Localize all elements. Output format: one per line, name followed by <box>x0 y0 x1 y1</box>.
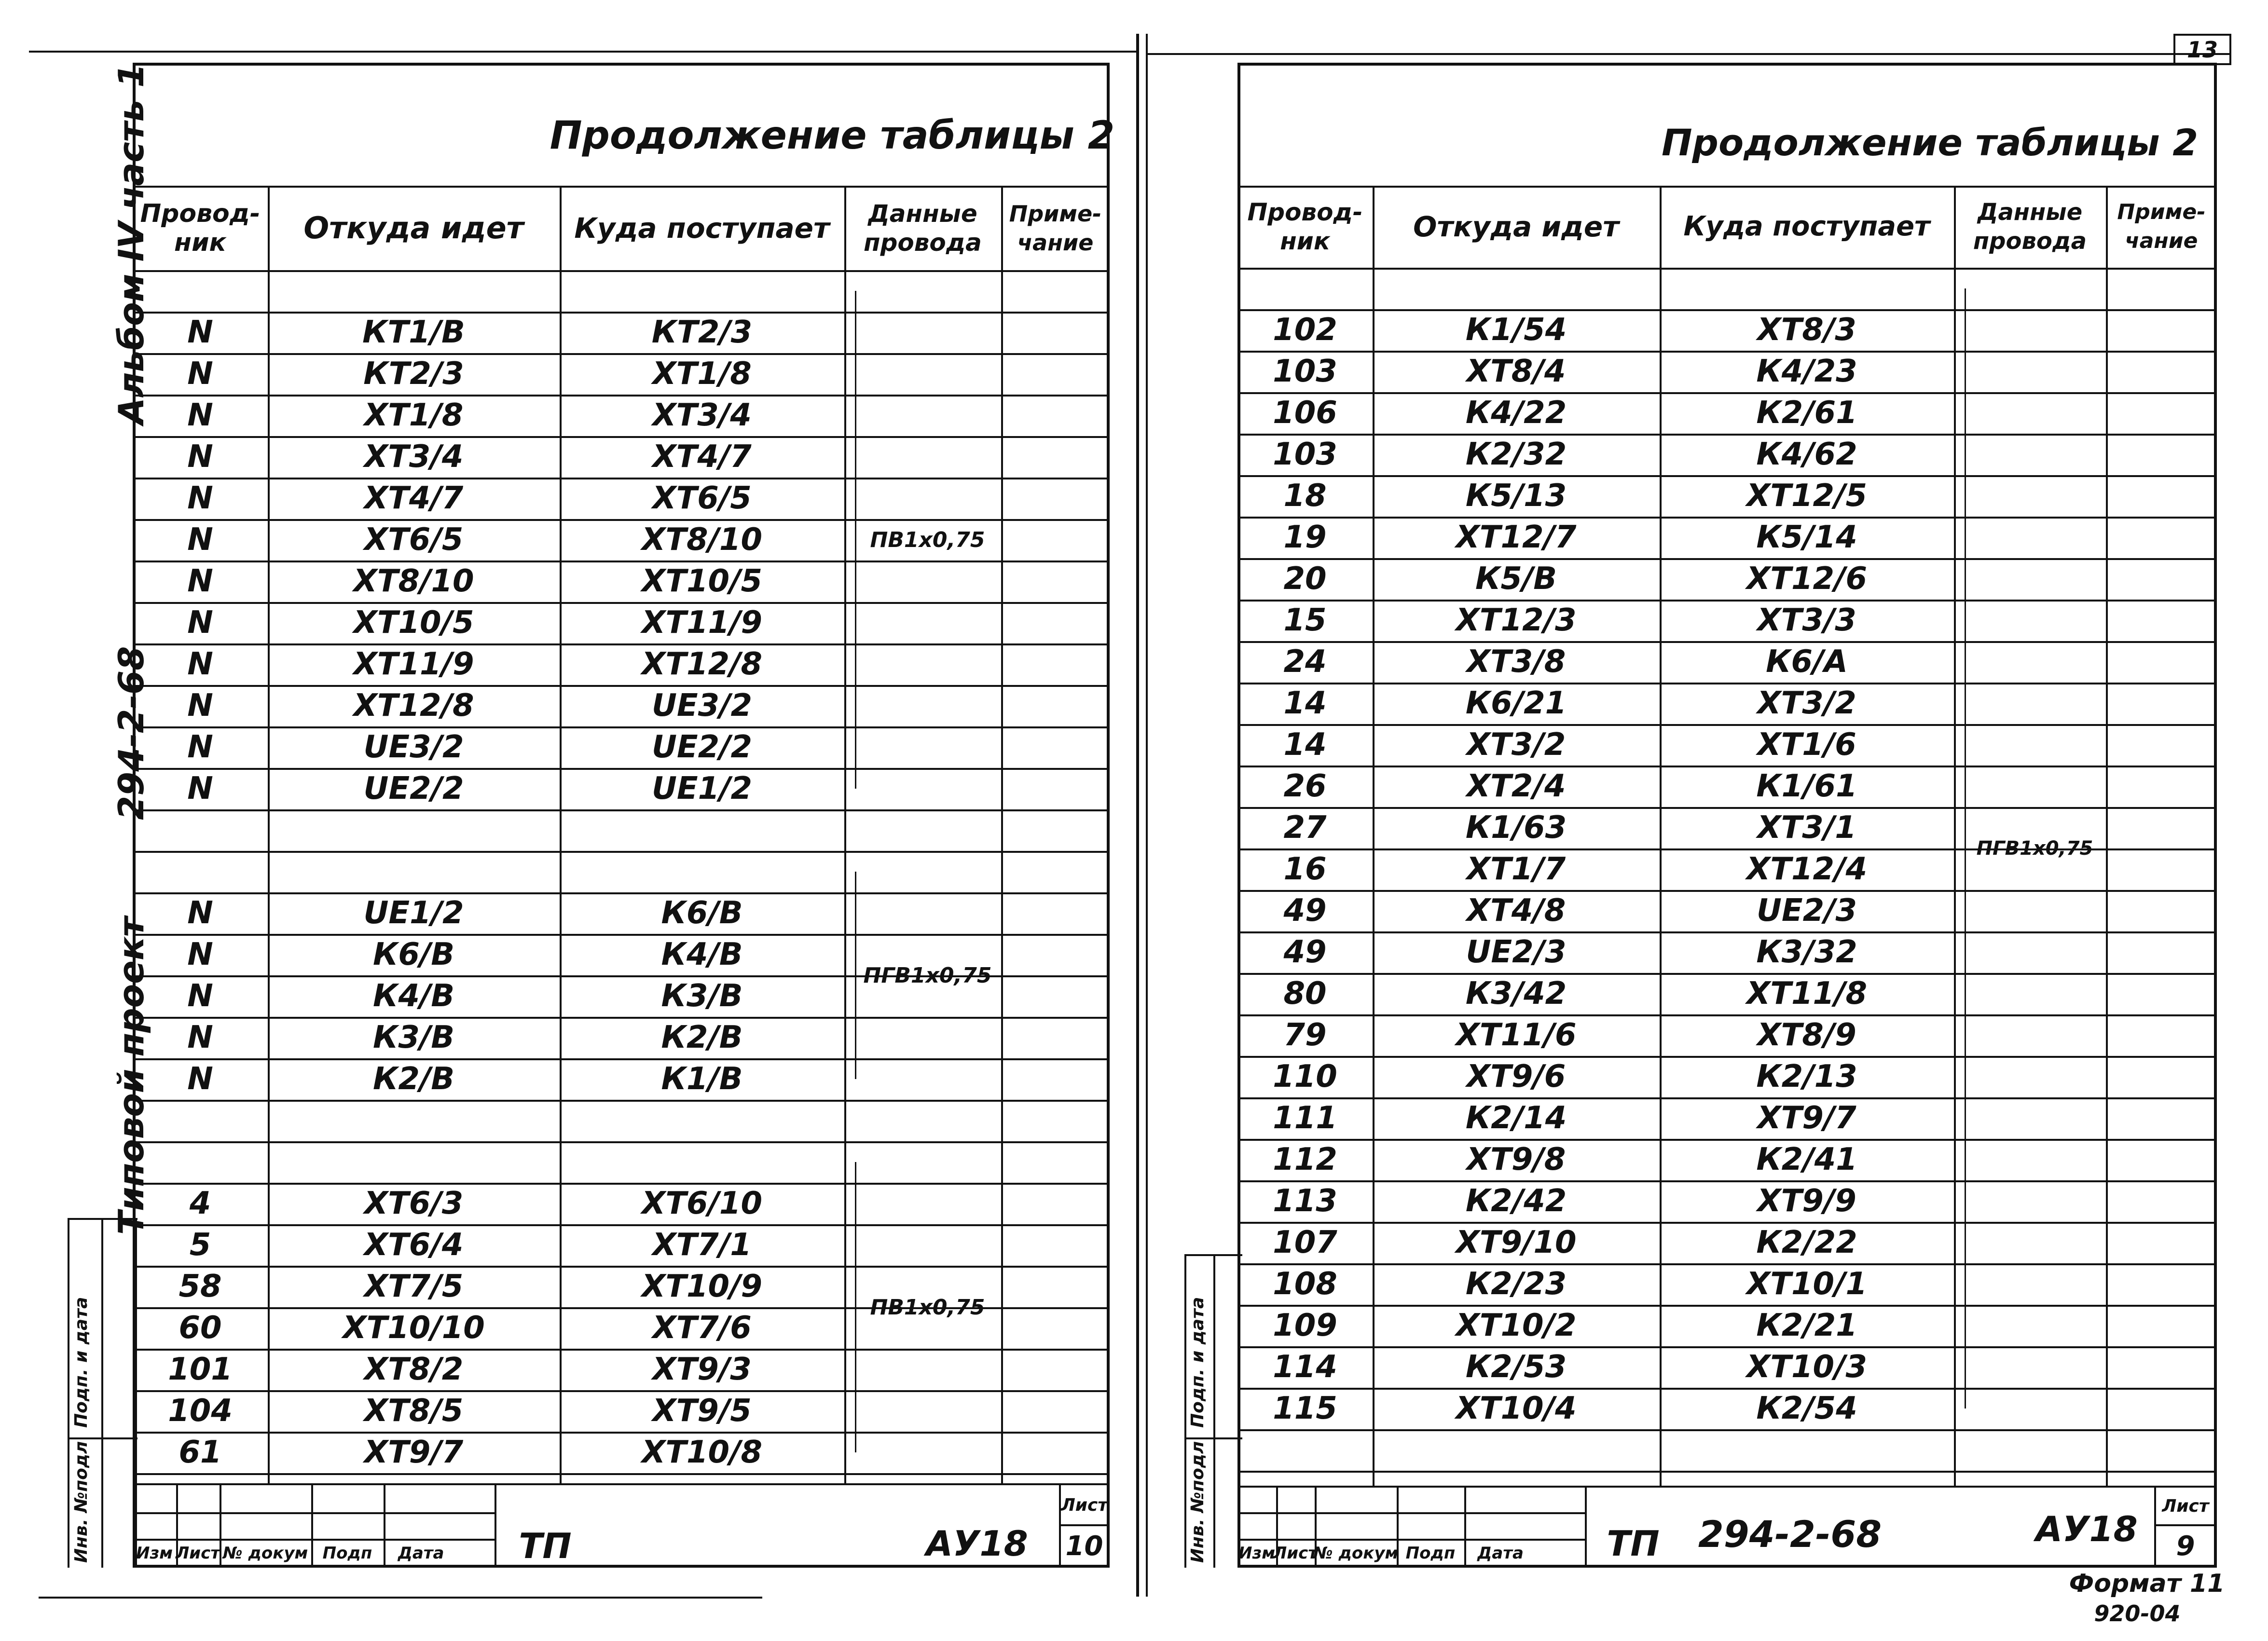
left-side-code: 294-2-68 <box>111 646 151 820</box>
table-cell-to: ХТ6/5 <box>652 480 752 516</box>
table-cell-wire: N <box>187 646 213 682</box>
table-cell-from: КТ1/В <box>362 315 465 350</box>
table-cell-to <box>560 1141 844 1183</box>
table-cell-to: ХТ3/1 <box>1757 810 1856 846</box>
table-cell-to <box>1660 1429 1954 1471</box>
right-stamp-sheet-label: Лист <box>2162 1496 2209 1516</box>
table-cell-to: ХТ10/3 <box>1746 1349 1867 1385</box>
sheet-number: 13 <box>2186 36 2218 63</box>
stamp-col-label: Подп <box>322 1543 372 1563</box>
table-cell-to <box>560 851 844 892</box>
table-cell-to: ХТ1/8 <box>652 356 752 392</box>
table-cell-to: К3/32 <box>1756 934 1857 970</box>
table-cell-from: ХТ3/2 <box>1466 727 1566 763</box>
table-header-cell: Приме-чание <box>1009 200 1102 256</box>
left-table-title: Продолжение таблицы 2 <box>550 112 1115 158</box>
table-cell-wire: 113 <box>1273 1183 1337 1219</box>
table-cell-from: ХТ11/6 <box>1456 1017 1577 1053</box>
table-cell-from: ХТ9/8 <box>1466 1142 1566 1177</box>
table-cell-wire: N <box>187 1020 213 1055</box>
table-cell-from: ХТ12/7 <box>1456 520 1577 555</box>
table-cell-wire: 19 <box>1283 520 1327 555</box>
table-cell-from: ХТ10/10 <box>343 1310 485 1346</box>
table-cell-to: К2/В <box>661 1020 743 1055</box>
table-cell-to: ХТ9/7 <box>1757 1100 1856 1136</box>
right-table-title: Продолжение таблицы 2 <box>1661 121 2199 164</box>
table-cell-from: ХТ6/5 <box>364 522 464 558</box>
table-cell-to: UE3/2 <box>651 688 753 724</box>
table-cell-wire: 103 <box>1273 354 1337 389</box>
table-cell-from: К6/21 <box>1465 685 1567 721</box>
stamp-col-label: № докум <box>222 1543 308 1563</box>
table-cell-to: ХТ11/9 <box>642 605 762 641</box>
table-cell-from: UE3/2 <box>363 729 464 765</box>
table-column-line <box>844 186 846 1483</box>
table-header-cell: Приме-чание <box>2117 200 2206 253</box>
table-cell-wire: 5 <box>189 1227 211 1263</box>
table-cell-from: ХТ4/7 <box>364 480 464 516</box>
table-cell-wire: 49 <box>1283 893 1327 929</box>
table-cell-wire: N <box>187 356 213 392</box>
table-cell-wire: N <box>187 315 213 350</box>
table-cell-to: ХТ10/5 <box>642 563 762 599</box>
table-cell-to: К1/В <box>661 1061 743 1097</box>
table-cell-wire: 27 <box>1283 810 1327 846</box>
table-cell-wire: 111 <box>1273 1100 1337 1136</box>
table-cell-wire: 79 <box>1283 1017 1327 1053</box>
table-cell-to: UE1/2 <box>651 771 753 807</box>
table-cell-from: К2/42 <box>1465 1183 1567 1219</box>
table-cell-wire: 112 <box>1273 1142 1337 1177</box>
table-cell-from: ХТ7/5 <box>364 1269 464 1304</box>
bottom-code: 920-04 <box>2094 1600 2181 1627</box>
table-cell-to: ХТ9/9 <box>1757 1183 1856 1219</box>
table-cell-to: ХТ3/2 <box>1757 685 1856 721</box>
table-cell-from: UE2/2 <box>363 771 464 807</box>
table-cell-from: ХТ10/5 <box>353 605 474 641</box>
table-cell-to: К4/23 <box>1756 354 1857 389</box>
table-cell-wire: 26 <box>1283 768 1327 804</box>
table-cell-to <box>560 270 844 312</box>
table-cell-to: К6/В <box>661 895 743 931</box>
table-cell-wire: 14 <box>1283 727 1327 763</box>
table-cell-from: ХТ1/7 <box>1466 851 1566 887</box>
table-cell-wire: 107 <box>1273 1225 1337 1260</box>
left-side-project: Типовой проект <box>111 916 151 1235</box>
table-cell-wire: N <box>187 937 213 972</box>
table-cell-wire: 106 <box>1273 395 1337 431</box>
table-cell-wire: 110 <box>1273 1059 1337 1094</box>
table-column-line <box>2106 186 2108 1486</box>
table-cell-to: ХТ10/8 <box>642 1435 762 1470</box>
table-cell-wire: N <box>187 1061 213 1097</box>
table-cell-wire <box>133 851 268 892</box>
table-cell-wire <box>133 809 268 851</box>
table-cell-to: ХТ12/4 <box>1746 851 1867 887</box>
table-cell-wire: N <box>187 688 213 724</box>
table-cell-from: К4/В <box>373 978 454 1014</box>
table-cell-wire: 115 <box>1273 1391 1337 1426</box>
right-stamp-doc-no: 294-2-68 <box>1698 1512 1882 1556</box>
table-cell-wire: 14 <box>1283 685 1327 721</box>
page-divider-2 <box>1146 34 1148 1597</box>
wire-group-label: ПГВ1х0,75 <box>1976 837 2093 860</box>
table-cell-wire: 16 <box>1283 851 1327 887</box>
table-cell-from <box>268 809 560 851</box>
table-cell-wire: N <box>187 729 213 765</box>
table-cell-from: К5/В <box>1475 561 1557 597</box>
table-cell-from: ХТ6/3 <box>364 1186 464 1221</box>
table-row-line <box>133 1473 1110 1475</box>
table-cell-to: К6/А <box>1766 644 1848 680</box>
table-cell-from <box>268 270 560 312</box>
table-cell-wire: 103 <box>1273 437 1337 472</box>
stamp-col-label: Изм <box>1238 1543 1275 1563</box>
table-cell-to: ХТ10/1 <box>1746 1266 1867 1302</box>
table-header-cell: Куда поступает <box>574 211 830 245</box>
table-header-cell: Откуда идет <box>303 210 524 246</box>
table-cell-to: К4/62 <box>1756 437 1857 472</box>
table-cell-from: ХТ2/4 <box>1466 768 1566 804</box>
table-cell-from: ХТ12/8 <box>353 688 474 724</box>
top-rule-left <box>29 51 1139 53</box>
stamp-col-label: Дата <box>1477 1543 1524 1563</box>
table-cell-from: ХТ8/4 <box>1466 354 1566 389</box>
right-stamp-code: ТП <box>1607 1523 1660 1564</box>
right-stamp-sheet-code: АУ18 <box>2035 1509 2138 1549</box>
table-row-line <box>1237 1471 2217 1473</box>
table-cell-from: ХТ10/2 <box>1456 1308 1577 1343</box>
left-stamp-code: ТП <box>519 1526 572 1566</box>
table-cell-from: UE2/3 <box>1466 934 1567 970</box>
table-cell-wire: N <box>187 397 213 433</box>
table-cell-wire: 60 <box>179 1310 222 1346</box>
table-cell-to: К2/13 <box>1756 1059 1857 1094</box>
table-cell-to: К4/В <box>661 937 743 972</box>
table-cell-from: ХТ10/4 <box>1456 1391 1577 1426</box>
table-cell-wire: N <box>187 480 213 516</box>
table-cell-from: ХТ8/2 <box>364 1352 464 1387</box>
table-header-cell: Куда поступает <box>1683 211 1930 242</box>
table-cell-from <box>268 851 560 892</box>
table-cell-from: К5/13 <box>1465 478 1567 514</box>
table-cell-to: ХТ12/6 <box>1746 561 1867 597</box>
wire-group-label: ПВ1х0,75 <box>870 1295 985 1320</box>
table-cell-wire: 61 <box>179 1435 222 1470</box>
table-cell-to: ХТ7/1 <box>652 1227 752 1263</box>
left-stamp-sheet-label: Лист <box>1060 1495 1108 1515</box>
table-cell-to: ХТ3/4 <box>652 397 752 433</box>
table-cell-from: ХТ1/8 <box>364 397 464 433</box>
table-cell-from <box>268 1100 560 1141</box>
top-rule-right <box>1146 53 2231 55</box>
bottom-rule <box>39 1597 762 1599</box>
table-cell-from: К4/22 <box>1465 395 1567 431</box>
table-cell-from: ХТ12/3 <box>1456 602 1577 638</box>
table-header-cell: Откуда идет <box>1413 210 1619 243</box>
table-cell-from: ХТ9/7 <box>364 1435 464 1470</box>
table-cell-to: К2/54 <box>1756 1391 1857 1426</box>
table-cell-wire: 24 <box>1283 644 1327 680</box>
left-stamp-vert-2: Подп. и дата <box>71 1297 91 1428</box>
table-cell-wire: 49 <box>1283 934 1327 970</box>
table-cell-to: К1/61 <box>1756 768 1857 804</box>
table-cell-from: К1/54 <box>1465 312 1567 348</box>
table-cell-wire: N <box>187 439 213 475</box>
left-stamp-sheet-no: 10 <box>1065 1530 1103 1562</box>
wire-group-label: ПГВ1х0,75 <box>863 963 992 988</box>
right-stamp-vert-2: Подп. и дата <box>1188 1297 1208 1428</box>
table-cell-from: ХТ11/9 <box>353 646 474 682</box>
table-cell-wire: 4 <box>189 1186 211 1221</box>
right-stamp-vert-1: Инв. №подл <box>1188 1441 1208 1563</box>
table-cell-wire: N <box>187 978 213 1014</box>
table-cell-to: ХТ9/3 <box>652 1352 752 1387</box>
table-cell-wire <box>1237 1429 1373 1471</box>
table-cell-wire: N <box>187 522 213 558</box>
table-cell-from: ХТ9/6 <box>1466 1059 1566 1094</box>
table-cell-to: К3/В <box>661 978 743 1014</box>
table-cell-from: К1/63 <box>1465 810 1567 846</box>
table-cell-to: UE2/3 <box>1756 893 1857 929</box>
table-cell-wire: 101 <box>168 1352 233 1387</box>
stamp-col-label: Лист <box>1273 1543 1318 1563</box>
table-cell-wire: 108 <box>1273 1266 1337 1302</box>
table-cell-from <box>1373 1429 1660 1471</box>
table-cell-to: ХТ8/3 <box>1757 312 1856 348</box>
left-side-label: Альбом IV часть 1 <box>111 63 151 424</box>
table-header-cell: Провод-ник <box>1247 198 1363 255</box>
table-cell-wire: N <box>187 605 213 641</box>
table-cell-from: ХТ8/10 <box>353 563 474 599</box>
table-cell-to: ХТ12/8 <box>642 646 762 682</box>
table-cell-wire: 102 <box>1273 312 1337 348</box>
table-cell-from: К3/В <box>373 1020 454 1055</box>
table-header-cell: Данные провода <box>864 199 982 257</box>
table-cell-to: К2/61 <box>1756 395 1857 431</box>
table-cell-to: К2/41 <box>1756 1142 1857 1177</box>
table-cell-wire <box>133 270 268 312</box>
table-cell-to <box>560 1100 844 1141</box>
table-cell-wire: N <box>187 771 213 807</box>
stamp-col-label: № докум <box>1313 1543 1399 1563</box>
table-cell-to: ХТ8/10 <box>642 522 762 558</box>
table-cell-to <box>560 809 844 851</box>
table-cell-wire: 80 <box>1283 976 1327 1012</box>
table-cell-from: UE1/2 <box>363 895 464 931</box>
left-stamp-vert-1: Инв. №подл <box>71 1441 91 1563</box>
table-cell-wire: 104 <box>168 1393 233 1429</box>
stamp-col-label: Дата <box>398 1543 444 1563</box>
table-cell-from: ХТ6/4 <box>364 1227 464 1263</box>
table-cell-wire: N <box>187 563 213 599</box>
table-cell-wire <box>1237 268 1373 309</box>
table-cell-to: КТ2/3 <box>651 315 753 350</box>
table-cell-from: ХТ4/8 <box>1466 893 1566 929</box>
table-column-line <box>1001 186 1003 1483</box>
table-cell-to <box>1660 268 1954 309</box>
table-column-line <box>1954 186 1956 1486</box>
table-cell-to: ХТ7/6 <box>652 1310 752 1346</box>
table-cell-to: ХТ11/8 <box>1746 976 1867 1012</box>
table-cell-wire <box>133 1141 268 1183</box>
table-cell-to: К2/21 <box>1756 1308 1857 1343</box>
table-cell-to: ХТ1/6 <box>1757 727 1856 763</box>
table-cell-wire: N <box>187 895 213 931</box>
table-cell-from: К6/В <box>373 937 454 972</box>
table-cell-to: ХТ9/5 <box>652 1393 752 1429</box>
table-cell-from: ХТ3/8 <box>1466 644 1566 680</box>
stamp-col-label: Лист <box>176 1543 220 1563</box>
table-cell-to: ХТ3/3 <box>1757 602 1856 638</box>
table-cell-from: КТ2/3 <box>363 356 464 392</box>
table-cell-to: UE2/2 <box>651 729 753 765</box>
table-cell-wire: 15 <box>1283 602 1327 638</box>
table-cell-wire: 58 <box>179 1269 222 1304</box>
stamp-col-label: Подп <box>1405 1543 1456 1563</box>
table-cell-from: К2/В <box>373 1061 454 1097</box>
wire-group-label: ПВ1х0,75 <box>870 527 985 552</box>
table-cell-from: ХТ3/4 <box>364 439 464 475</box>
table-cell-to: К5/14 <box>1756 520 1857 555</box>
table-cell-from: К2/23 <box>1465 1266 1567 1302</box>
table-cell-wire: 114 <box>1273 1349 1337 1385</box>
table-header-cell: Провод-ник <box>140 199 261 257</box>
format-label: Формат 11 <box>2069 1569 2225 1598</box>
table-cell-from: К3/42 <box>1465 976 1567 1012</box>
table-cell-from <box>268 1141 560 1183</box>
right-stamp-sheet-no: 9 <box>2176 1530 2195 1562</box>
table-cell-to: ХТ8/9 <box>1757 1017 1856 1053</box>
table-header-cell: Данные провода <box>1973 199 2087 255</box>
table-cell-wire: 20 <box>1283 561 1327 597</box>
table-cell-from: К2/32 <box>1465 437 1567 472</box>
table-cell-to: К2/22 <box>1756 1225 1857 1260</box>
table-cell-from <box>1373 268 1660 309</box>
table-cell-to: ХТ10/9 <box>642 1269 762 1304</box>
table-cell-from: К2/53 <box>1465 1349 1567 1385</box>
table-cell-from: ХТ8/5 <box>364 1393 464 1429</box>
page-divider <box>1136 34 1139 1597</box>
table-cell-to: ХТ6/10 <box>642 1186 762 1221</box>
left-stamp-sheet-code: АУ18 <box>926 1523 1028 1564</box>
table-cell-wire: 109 <box>1273 1308 1337 1343</box>
table-cell-wire <box>133 1100 268 1141</box>
table-cell-wire: 18 <box>1283 478 1327 514</box>
stamp-col-label: Изм <box>136 1543 173 1563</box>
table-cell-from: К2/14 <box>1465 1100 1567 1136</box>
table-cell-to: ХТ4/7 <box>652 439 752 475</box>
table-cell-from: ХТ9/10 <box>1456 1225 1577 1260</box>
table-cell-to: ХТ12/5 <box>1746 478 1867 514</box>
